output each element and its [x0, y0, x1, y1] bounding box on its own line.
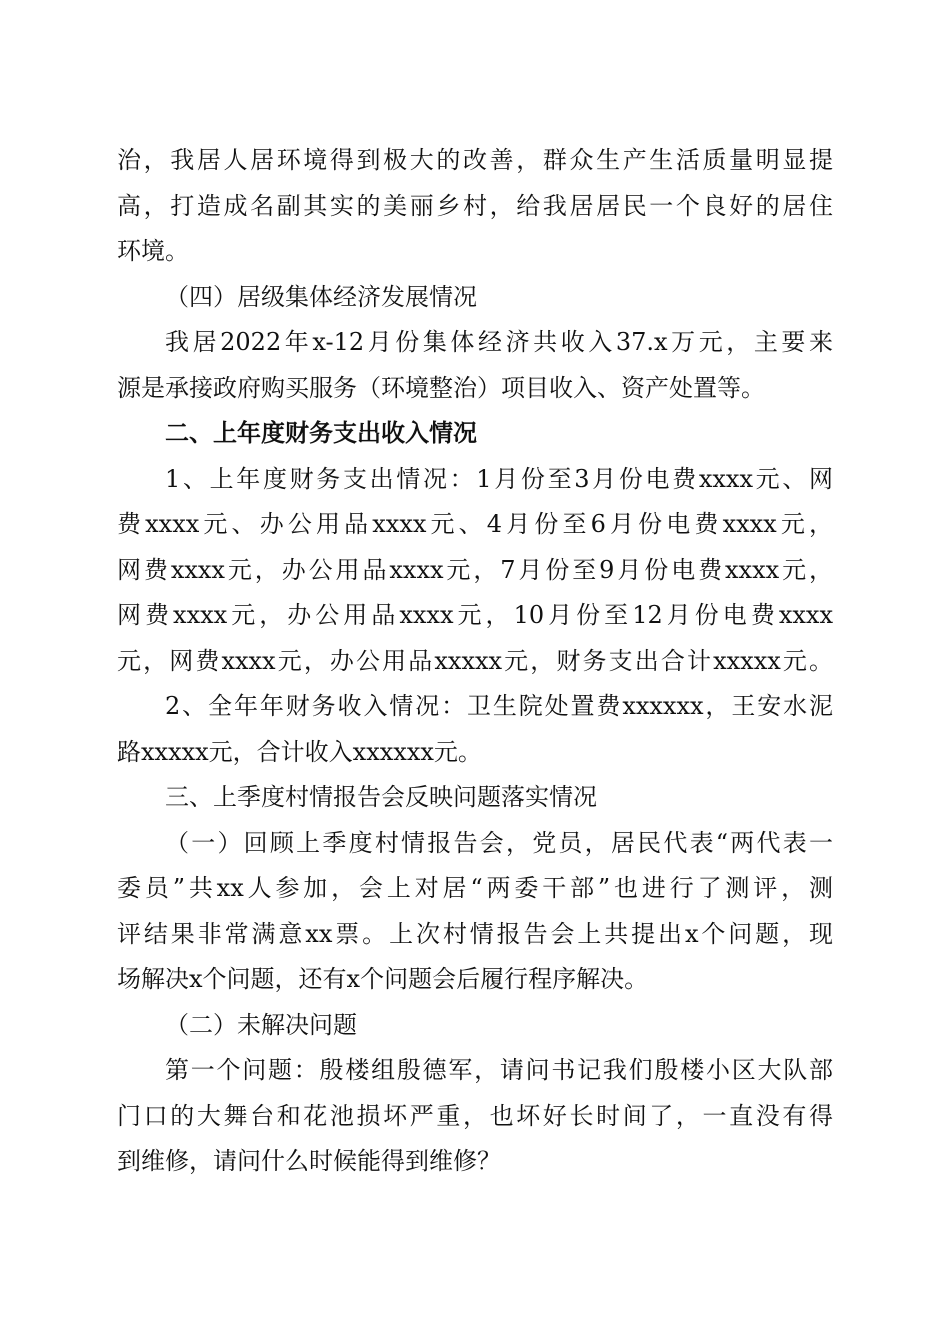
paragraph-line: 门口的大舞台和花池损坏严重，也坏好长时间了，一直没有得 [117, 1101, 833, 1130]
paragraph-line: 1、上年度财务支出情况：1月份至3月份电费xxxx元、网 [165, 464, 833, 493]
paragraph-line: 源是承接政府购买服务（环境整治）项目收入、资产处置等。 [117, 373, 765, 402]
paragraph-line: 网费xxxx元，办公用品xxxx元，7月份至9月份电费xxxx元， [117, 555, 833, 584]
paragraph-line: 2、全年年财务收入情况：卫生院处置费xxxxxx，王安水泥 [165, 692, 833, 720]
section-heading: 三、上季度村情报告会反映问题落实情况 [165, 783, 597, 811]
paragraph-line: 环境。 [117, 237, 189, 265]
paragraph-line: 治，我居人居环境得到极大的改善，群众生产生活质量明显提 [117, 146, 833, 174]
paragraph-line: 到维修，请问什么时候能得到维修？ [117, 1147, 501, 1175]
subsection-heading: （二）未解决问题 [165, 1010, 357, 1039]
paragraph-line: 费xxxx元、办公用品xxxx元、4月份至6月份电费xxxx元， [117, 510, 833, 538]
paragraph-line: （一）回顾上季度村情报告会，党员，居民代表“两代表一 [165, 828, 833, 857]
document-page [117, 138, 833, 1185]
paragraph-line: 路xxxxx元，合计收入xxxxxx元。 [117, 737, 482, 766]
paragraph-line: 第一个问题：殷楼组殷德军，请问书记我们殷楼小区大队部 [165, 1056, 833, 1084]
paragraph-line: 我居2022年x-12月份集体经济共收入37.x万元，主要来 [165, 328, 833, 356]
subsection-heading: （四）居级集体经济发展情况 [165, 282, 477, 311]
paragraph-line: 委员”共xx人参加，会上对居“两委干部”也进行了测评，测 [117, 874, 833, 902]
paragraph-line: 高，打造成名副其实的美丽乡村，给我居居民一个良好的居住 [117, 191, 833, 220]
section-heading: 二、上年度财务支出收入情况 [165, 419, 477, 447]
paragraph-line: 场解决x个问题，还有x个问题会后履行程序解决。 [117, 965, 649, 993]
paragraph-line: 网费xxxx元，办公用品xxxx元，10月份至12月份电费xxxx [117, 601, 833, 629]
paragraph-line: 元，网费xxxx元，办公用品xxxxx元，财务支出合计xxxxx元。 [117, 646, 833, 675]
paragraph-line: 评结果非常满意xx票。上次村情报告会上共提出x个问题，现 [117, 919, 833, 948]
